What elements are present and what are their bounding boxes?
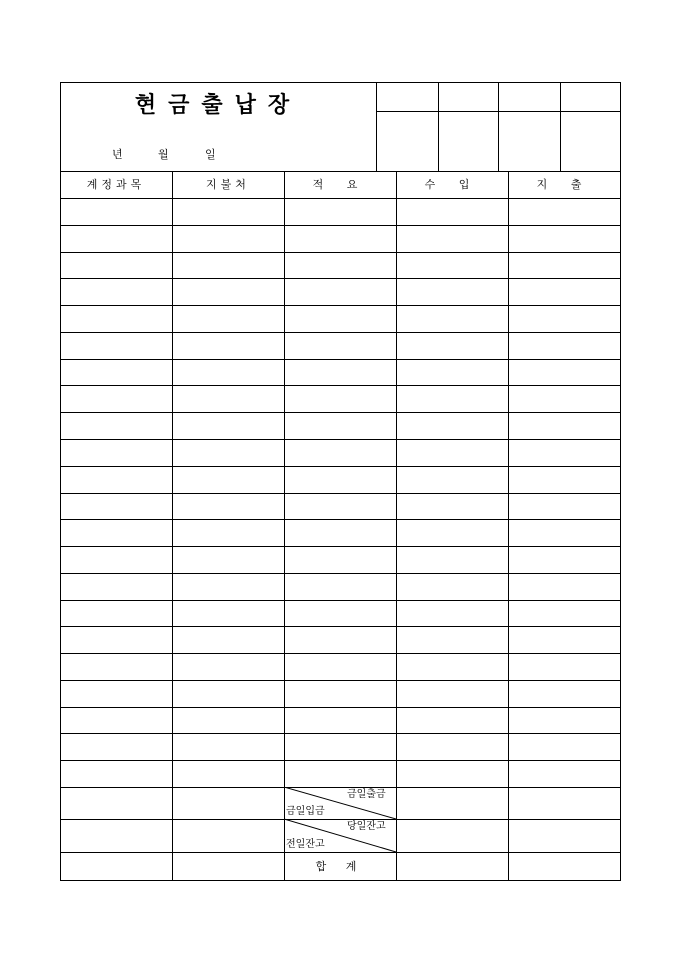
column-line <box>396 171 397 880</box>
table-row-line <box>60 225 621 226</box>
frame-right <box>620 82 621 881</box>
date-month-label: 월 <box>158 148 169 161</box>
table-row-line <box>60 385 621 386</box>
table-row-line <box>60 493 621 494</box>
column-header-description: 적 요 <box>312 178 368 191</box>
table-row-line <box>60 733 621 734</box>
approval-box-divider <box>376 82 377 171</box>
column-header-payee: 지불처 <box>206 178 250 191</box>
document-title: 현금출납장 <box>134 92 302 118</box>
table-row-line <box>60 519 621 520</box>
column-line <box>172 171 173 880</box>
table-row-line <box>60 332 621 333</box>
table-row-line <box>60 466 621 467</box>
column-header-expense: 지 출 <box>536 178 592 191</box>
table-row-line <box>60 653 621 654</box>
frame-left <box>60 82 61 881</box>
table-row-line <box>60 439 621 440</box>
table-row-line <box>60 305 621 306</box>
table-row-line <box>60 626 621 627</box>
column-line <box>508 171 509 880</box>
table-row-line <box>60 359 621 360</box>
table-row-line <box>60 600 621 601</box>
table-row-line <box>60 573 621 574</box>
table-row-line <box>60 412 621 413</box>
frame-top <box>60 82 621 83</box>
frame-bottom <box>60 880 621 881</box>
column-header-account: 계정과목 <box>86 178 146 191</box>
today-expense-label: 금일출금 <box>347 789 386 800</box>
today-income-label: 금일입금 <box>286 806 325 817</box>
table-row-line <box>60 680 621 681</box>
approval-col-line <box>560 82 561 171</box>
approval-row-line <box>376 111 621 112</box>
table-row-line <box>60 252 621 253</box>
today-balance-label: 당일잔고 <box>347 821 386 832</box>
table-row-line <box>60 760 621 761</box>
approval-col-line <box>498 82 499 171</box>
table-row-line <box>60 278 621 279</box>
date-day-label: 일 <box>205 148 216 161</box>
previous-balance-label: 전일잔고 <box>286 839 325 850</box>
table-row-line <box>60 707 621 708</box>
column-header-income: 수 입 <box>424 178 480 191</box>
table-row-line <box>60 546 621 547</box>
total-label: 합 계 <box>315 860 365 873</box>
column-line <box>284 171 285 880</box>
approval-col-line <box>438 82 439 171</box>
date-year-label: 년 <box>112 148 123 161</box>
